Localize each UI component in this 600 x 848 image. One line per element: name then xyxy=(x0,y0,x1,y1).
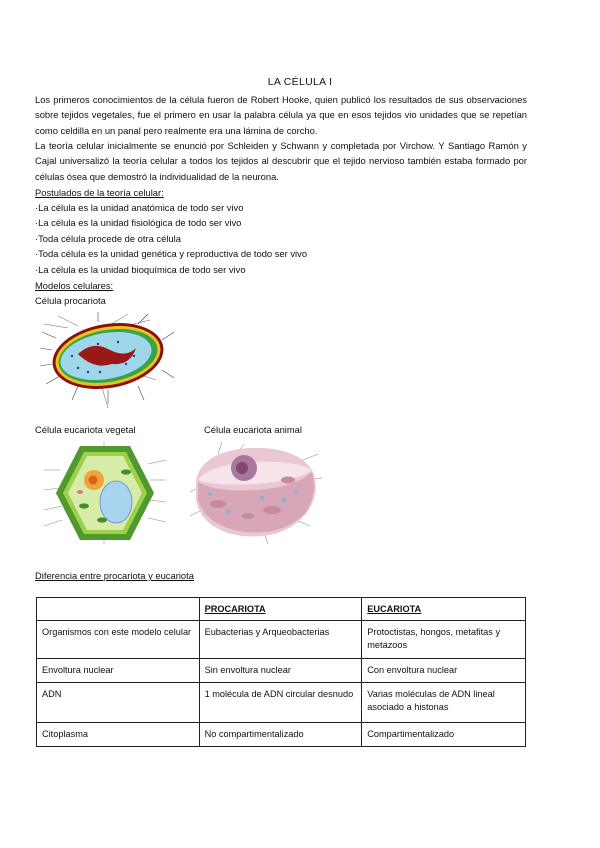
table-row xyxy=(37,621,526,659)
table-header-cell: PROCARIOTA xyxy=(199,598,362,621)
plant-cell-caption: Célula eucariota vegetal xyxy=(35,424,136,435)
table-cell: Con envoltura nuclear xyxy=(362,659,526,683)
models-heading: Modelos celulares: xyxy=(35,280,114,291)
table-cell: Citoplasma xyxy=(37,723,200,747)
postulate-item: ·La célula es la unidad fisiológica de todo ser vivo xyxy=(35,217,242,228)
table-header-row xyxy=(37,598,526,621)
table-row xyxy=(37,683,526,723)
difference-heading: Diferencia entre procariota y eucariota xyxy=(35,570,194,581)
table-cell: Organismos con este modelo celular xyxy=(37,621,200,659)
postulate-item: ·La célula es la unidad anatómica de todo ser vivo xyxy=(35,202,244,213)
prokaryote-caption: Célula procariota xyxy=(35,295,106,306)
table-cell: No compartimentalizado xyxy=(199,723,362,747)
table-cell: Envoltura nuclear xyxy=(37,659,200,683)
comparison-table xyxy=(36,597,526,747)
table-row xyxy=(37,723,526,747)
table-cell: 1 molécula de ADN circular desnudo xyxy=(199,683,362,723)
postulate-item: ·Toda célula procede de otra célula xyxy=(35,233,181,244)
postulate-item: ·Toda célula es la unidad genética y reproductiva de todo ser vivo xyxy=(35,248,308,259)
intro-paragraph: Los primeros conocimientos de la célula fueron de Robert Hooke, quien publicó los resultados de sus observaciones sobre tejidos vegetales, fue el primero en usar la palabra célula ya que en esos tejidos vio unidades que se repetían como celdilla en un panal pero realmente era una lámina de corcho. xyxy=(35,94,527,136)
postulates-heading: Postulados de la teoría celular: xyxy=(35,187,164,198)
page-title: LA CÉLULA I xyxy=(267,76,333,88)
plant-cell-image xyxy=(40,440,170,546)
animal-cell-image xyxy=(188,440,326,546)
table-cell: ADN xyxy=(37,683,200,723)
table-cell: Compartimentalizado xyxy=(362,723,526,747)
table-cell: Protoctistas, hongos, metafitas y metazoos xyxy=(362,621,526,659)
theory-paragraph: La teoría celular inicialmente se enunció por Schleiden y Schwann y completada por Virchow. Y Santiago Ramón y Cajal universalizó la teoría celular a todos los tejidos al descubrir que el tejido nervioso también estaba formado por células ósea que demostró la individualidad de la neurona. xyxy=(35,140,527,182)
animal-cell-caption: Célula eucariota animal xyxy=(204,424,302,435)
postulate-item: ·La célula es la unidad bioquímica de todo ser vivo xyxy=(35,264,246,275)
table-cell: Varias moléculas de ADN lineal asociado a histonas xyxy=(362,683,526,723)
prokaryotic-cell-image xyxy=(38,310,178,413)
table-cell: Sin envoltura nuclear xyxy=(199,659,362,683)
table-row xyxy=(37,659,526,683)
table-header-cell: EUCARIOTA xyxy=(362,598,526,621)
table-header-cell xyxy=(37,598,200,621)
table-cell: Eubacterias y Arqueobacterias xyxy=(199,621,362,659)
